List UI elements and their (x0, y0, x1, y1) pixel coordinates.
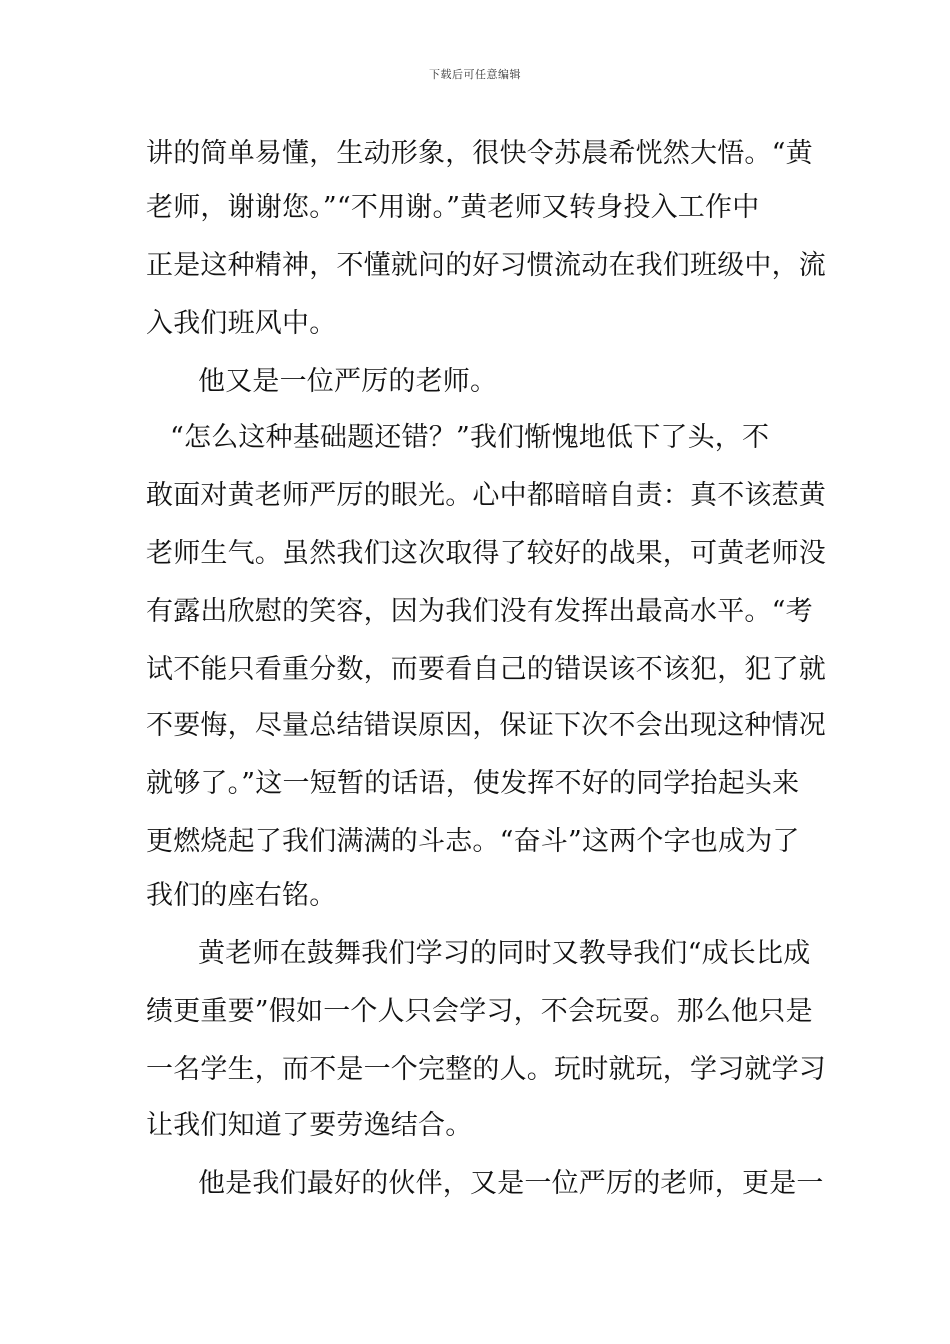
text-line: 敢面对黄老师严厉的眼光。心中都暗暗自责：真不该惹黄 (146, 480, 826, 511)
text-line: 不要悔，尽量总结错误原因，保证下次不会出现这种情况 (146, 710, 826, 741)
text-line: 有露出欣慰的笑容，因为我们没有发挥出最高水平。“考 (146, 596, 813, 627)
text-line: 他又是一位严厉的老师。 (198, 366, 498, 397)
text-line: 老师生气。虽然我们这次取得了较好的战果，可黄老师没 (146, 538, 826, 569)
text-line: 他是我们最好的伙伴，又是一位严厉的老师，更是一 (198, 1168, 824, 1199)
text-line: 绩更重要”假如一个人只会学习，不会玩耍。那么他只是 (146, 996, 813, 1027)
text-line: 更燃烧起了我们满满的斗志。“奋斗”这两个字也成为了 (146, 826, 800, 857)
page-header-note: 下载后可任意编辑 (429, 68, 521, 81)
text-line: 一名学生，而不是一个完整的人。玩时就玩，学习就学习 (146, 1054, 826, 1085)
text-line: 我们的座右铭。 (146, 880, 337, 911)
text-line: 黄老师在鼓舞我们学习的同时又教导我们“成长比成 (198, 938, 811, 969)
text-line: 老师，谢谢您。”“不用谢。”黄老师又转身投入工作中 (146, 192, 760, 223)
text-line: 正是这种精神，不懂就问的好习惯流动在我们班级中，流 (146, 250, 826, 281)
text-line: 讲的简单易懂，生动形象，很快令苏晨希恍然大悟。“黄 (146, 138, 813, 169)
text-line: “怎么这种基础题还错？”我们惭愧地低下了头，不 (170, 422, 770, 453)
text-line: 试不能只看重分数，而要看自己的错误该不该犯，犯了就 (146, 654, 826, 685)
text-line: 就够了。”这一短暂的话语，使发挥不好的同学抬起头来 (146, 768, 800, 799)
text-line: 让我们知道了要劳逸结合。 (146, 1110, 473, 1141)
text-line: 入我们班风中。 (146, 308, 337, 339)
